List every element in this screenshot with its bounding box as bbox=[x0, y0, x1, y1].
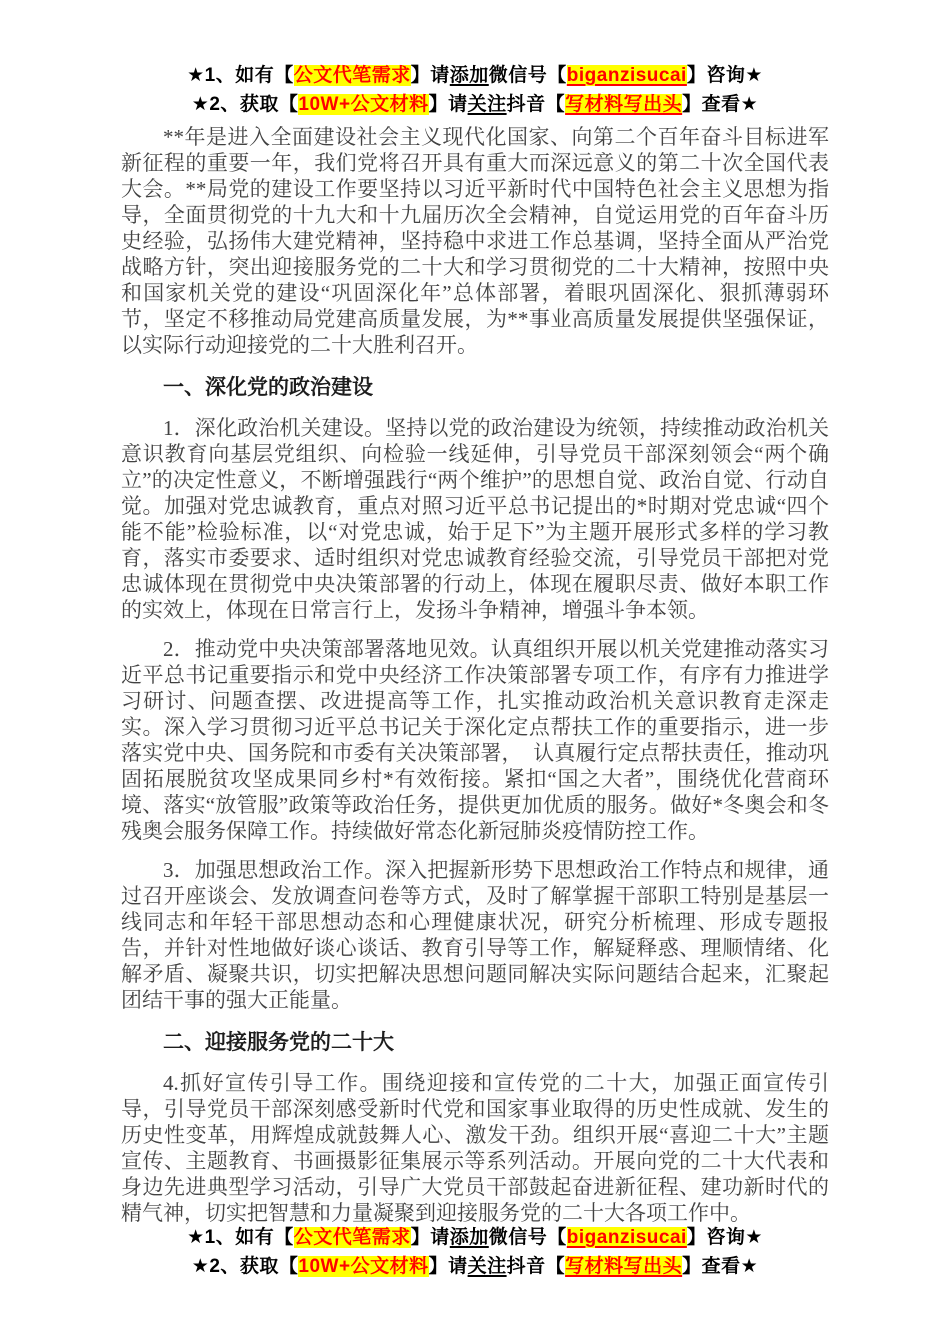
promo-text: 】请 bbox=[410, 65, 450, 86]
paragraph-4: 4.抓好宣传引导工作。围绕迎接和宣传党的二十大，加强正面宣传引导，引导党员干部深刻感受新时代党和国家事业取得的历史性成就、发生的历史性变革，用辉煌成就鼓舞人心、激发干劲。组织开展“喜迎二十大”主题宣传、主题教育、书画摄影征集展示等系列活动。开展向党的二十大代表和身边先进典型学习活动，引导广大党员干部鼓起奋进新征程、建功新时代的精气神，切实把智慧和力量凝聚到迎接服务党的二十大各项工作中。 bbox=[121, 1071, 829, 1225]
promo-underline-add: 添加 bbox=[449, 65, 489, 86]
promo-wechat-id: biganzisucai bbox=[566, 65, 687, 86]
promo-underline-follow: 关注 bbox=[467, 94, 507, 115]
promo-underline-follow: 关注 bbox=[467, 1256, 507, 1277]
promo-highlight-service: 公文代笔需求 bbox=[293, 1227, 411, 1248]
paragraph-2: 2．推动党中央决策部署落地见效。认真组织开展以机关党建推动落实习近平总书记重要指示和党中央经济工作决策部署专项工作，有序有力推进学习研讨、问题查摆、改进提高等工作，扎实推动政治机关意识教育走深走实。深入学习贯彻习近平总书记关于深化定点帮扶工作的重要指示，进一步落实党中央、国务院和市委有关决策部署， 认真履行定点帮扶责任，推动巩固拓展脱贫攻坚成果同乡村*有效衔接。紧扣“国之大者”，围绕优化营商环境、落实“放管服”政策等政治任务，提供更加优质的服务。做好*冬奥会和冬残奥会服务保障工作。持续做好常态化新冠肺炎疫情防控工作。 bbox=[121, 637, 829, 843]
promo-star-prefix: ★2、获取【 bbox=[191, 1256, 299, 1277]
promo-star-suffix: 】咨询★ bbox=[686, 1227, 763, 1248]
promo-text: 微信号【 bbox=[488, 1227, 567, 1248]
promo-text: 抖音【 bbox=[506, 94, 566, 115]
promo-star-suffix: 】查看★ bbox=[682, 94, 759, 115]
promo-text: 】请 bbox=[428, 1256, 468, 1277]
promo-star-prefix: ★1、如有【 bbox=[187, 1227, 294, 1248]
intro-paragraph: **年是进入全面建设社会主义现代化国家、向第二个百年奋斗目标进军新征程的重要一年，我们党将召开具有重大而深远意义的第二十次全国代表大会。**局党的建设工作要坚持以习近平新时代中国特色社会主义思想为指导，全面贯彻党的十九大和十九届历次全会精神，自觉运用党的百年奋斗历史经验，弘扬伟大建党精神，坚持稳中求进工作总基调，坚持全面从严治党战略方针，突出迎接服务党的二十大和学习贯彻党的二十大精神，按照中央和国家机关党的建设“巩固深化年”总体部署，着眼巩固深化、狠抓薄弱环节，坚定不移推动局党建高质量发展，为**事业高质量发展提供坚强保证，以实际行动迎接党的二十大胜利召开。 bbox=[121, 125, 829, 357]
promo-star-prefix: ★2、获取【 bbox=[191, 94, 299, 115]
paragraph-3: 3．加强思想政治工作。深入把握新形势下思想政治工作特点和规律，通过召开座谈会、发放调查问卷等方式，及时了解掌握干部职工特别是基层一线同志和年轻干部思想动态和心理健康状况，研究分析梳理、形成专题报告，并针对性地做好谈心谈话、教育引导等工作，解疑释惑、理顺情绪、化解矛盾、凝聚共识，切实把解决思想问题同解决实际问题结合起来，汇聚起团结干事的强大正能量。 bbox=[121, 858, 829, 1012]
promo-text: 抖音【 bbox=[506, 1256, 566, 1277]
promo-text: 】请 bbox=[428, 94, 468, 115]
promo-highlight-materials: 10W+公文材料 bbox=[298, 94, 429, 115]
section-2-heading: 二、迎接服务党的二十大 bbox=[163, 1031, 394, 1054]
header-promo-banner bbox=[0, 61, 950, 119]
promo-highlight-service: 公文代笔需求 bbox=[293, 65, 411, 86]
footer-promo-line-2 bbox=[0, 1252, 950, 1281]
promo-wechat-id: biganzisucai bbox=[566, 1227, 687, 1248]
document-body bbox=[121, 124, 829, 1239]
promo-douyin-id: 写材料写出头 bbox=[565, 1256, 683, 1277]
promo-text: 微信号【 bbox=[488, 65, 567, 86]
promo-star-prefix: ★1、如有【 bbox=[187, 65, 294, 86]
paragraph-1: 1．深化政治机关建设。坚持以党的政治建设为统领，持续推动政治机关意识教育向基层党组织、向检验一线延伸，引导党员干部深刻领会“两个确立”的决定性意义，不断增强践行“两个维护”的思想自觉、政治自觉、行动自觉。加强对党忠诚教育，重点对照习近平总书记提出的*时期对党忠诚“四个能不能”检验标准，以“对党忠诚，始于足下”为主题开展形式多样的学习教育，落实市委要求、适时组织对党忠诚教育经验交流，引导党员干部把对党忠诚体现在贯彻党中央决策部署的行动上，体现在履职尽责、做好本职工作的实效上，体现在日常言行上，发扬斗争精神，增强斗争本领。 bbox=[121, 416, 829, 622]
promo-underline-add: 添加 bbox=[449, 1227, 489, 1248]
promo-highlight-materials: 10W+公文材料 bbox=[298, 1256, 429, 1277]
section-1-heading: 一、深化党的政治建设 bbox=[163, 376, 373, 399]
header-promo-line-1 bbox=[0, 61, 950, 90]
promo-text: 】请 bbox=[410, 1227, 450, 1248]
footer-promo-banner bbox=[0, 1223, 950, 1281]
header-promo-line-2 bbox=[0, 90, 950, 119]
promo-douyin-id: 写材料写出头 bbox=[565, 94, 683, 115]
promo-star-suffix: 】咨询★ bbox=[686, 65, 763, 86]
footer-promo-line-1 bbox=[0, 1223, 950, 1252]
promo-star-suffix: 】查看★ bbox=[682, 1256, 759, 1277]
